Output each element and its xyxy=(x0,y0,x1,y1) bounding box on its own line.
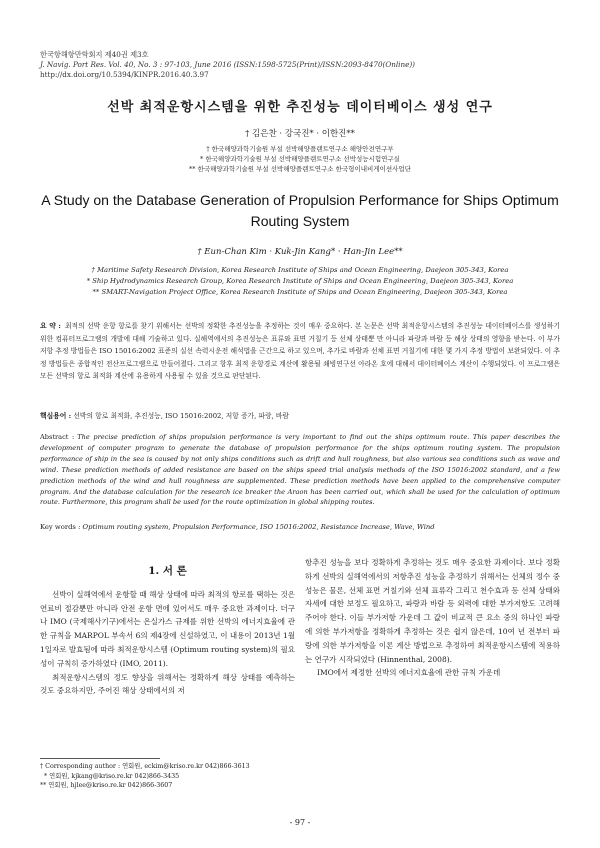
footnote-corresponding: † Corresponding author : 연회원, eckim@kriso.re.kr 042)866-3613 xyxy=(40,763,250,770)
body-paragraph: 항추진 성능을 보다 정확하게 추정하는 것도 매우 중요한 과제이다. 보다 정확하게 선박의 실해역에서의 저항추진 성능을 추정하기 위해서는 선체의 정수 중 성능은 물론, 선체 표면 거칠기와 선체 표류각 그리고 천수효과 등 선체 상태와 자세에 대한 보정도 필요하고, 파랑과 바람 등 외력에 대한 부가저항도 고려해 주어야 한다. 이들 부가저항 가운데 그 값이 비교적 큰 요소 중의 하나인 파랑에 의한 부가저항을 정확하게 추정하는 것은 쉽지 않은데, 10여 년 전부터 파랑에 의한 부가저항을 이론 계산 방법으로 추정하여 최적운항시스템에 적용하는 연구가 시작되었다 (Hinnenthal, 2008). xyxy=(305,558,560,664)
section-heading-introduction: 1. 서 론 xyxy=(148,565,187,577)
body-column-right xyxy=(305,556,560,680)
keywords-korean xyxy=(40,410,560,422)
footnote-divider xyxy=(40,758,160,759)
abstract-ko-text: 최적의 선박 운항 항로를 찾기 위해서는 선박의 정확한 추진성능을 추정하는 것이 매우 중요하다. 본 논문은 선박 최적운항시스템의 추진성능 데이터베이스를 생성하기 위한 컴퓨터프로그램의 개발에 대해 기술하고 있다. 실해역에서의 추진성능은 표류와 표면 거칠기 등 선체 상태뿐 만 아니라 파랑과 바람 등 해상 상태의 영향을 받는다. 이 부가저항 추정 방법들은 ISO 15016:2002 표준의 실선 속력시운전 해석법을 근간으로 하고 있으며, 추가로 바람과 선체 표면 거칠기에 대한 몇 가지 추정 방법이 보완되었다. 이 추정 방법들은 종합적인 전산프로그램으로 만들어졌다. 그리고 항후 최적 운항경로 계산에 활용될 쇄빙연구선 아라온 호에 대해서 데이터베이스 계산이 수행되었다. 이 프로그램은 모든 선박의 항로 최적화 계산에 유용하게 사용될 수 있을 것으로 판단된다. xyxy=(40,322,561,381)
keywords-ko-text: 선박의 항로 최적화, 추진성능, ISO 15016:2002, 저항 증가, 파랑, 바람 xyxy=(73,412,289,420)
journal-header xyxy=(40,50,580,80)
affiliation-en-3: ** SMART-Navigation Project Office, Korea Research Institute of Ships and Ocean Engineering, Daejeon 305-343, Korea xyxy=(92,288,508,296)
footnote-author-3: ** 연회원, hjlee@kriso.re.kr 042)866-3607 xyxy=(40,782,173,790)
affiliations-english xyxy=(0,265,600,298)
body-paragraph: IMO에서 제정한 선박의 에너지효율에 관한 규칙 가운데 xyxy=(317,668,501,678)
title-korean: 선박 최적운항시스템을 위한 추진성능 데이터베이스 생성 연구 xyxy=(107,100,493,115)
abstract-ko-label: 요 약 : xyxy=(40,322,61,330)
body-paragraph: 최적운항시스템의 정도 향상을 위해서는 정확하게 해상 상태를 예측하는 것도 중요하지만, 주어진 해상 상태에서의 저 xyxy=(40,672,295,696)
footnotes xyxy=(40,762,340,791)
page-number: - 97 - xyxy=(289,818,311,827)
body-paragraph: 선박이 실해역에서 운항할 때 해상 상태에 따라 최적의 항로를 택하는 것은 연료비 절감뿐만 아니라 안전 운항 면에 있어서도 매우 중요한 과제이다. 더구나 IMO (국제해사기구)에서는 온실가스 규제를 위한 선박의 에너지효율에 관한 규칙을 MARPOL 부속서 6의 제4장에 신설하였고, 이 내용이 2013년 1월 1일자로 발효됨에 따라 최적운항시스템 (Optimum routing system)의 필요성이 규칙히 증가하였다 (IMO, 2011). xyxy=(40,589,295,668)
keywords-en-text: Optimum routing system, Propulsion Performance, ISO 15016:2002, Resistance Increase, Wave, Wind xyxy=(82,523,435,531)
abstract-english xyxy=(40,432,560,508)
journal-citation: J. Navig. Port Res. Vol. 40, No. 3 : 97-103, June 2016 (ISSN:1598-5725(Print)/ISSN:2093-8470(Online)) xyxy=(40,60,415,69)
body-column-left xyxy=(40,565,295,698)
affiliation-ko-1: † 한국해양과학기술원 부설 선박해양플랜트연구소 해양안전연구부 xyxy=(206,145,394,153)
abstract-en-text: The precise prediction of ships propulsion performance is very important to find out the ships optimum route. This paper describes the development of computer program to generate the database of propulsion performance for the ships optimum routing system. The propulsion performance of ship in the sea is caused by not only ships conditions such as drift and hull roughness, but also various sea conditions such as wave and wind. These prediction methods of added resistance are based on the ships speed trial analysis methods of the ISO 15016:2002 standard, and a few prediction methods of the wind and hull roughness are supplemented. These prediction methods have been applied to the comprehensive computer program. And the database calculation for the research ice breaker the Araon has been carried out, which shall be used for the calculation of optimum route. Furthermore, this program shall be used for the route optimization in global shipping routes. xyxy=(40,433,560,507)
affiliation-ko-2: * 한국해양과학기술원 부설 선박해양플랜트연구소 선박성능시험연구실 xyxy=(200,155,400,163)
keywords-ko-label: 핵심용어 : xyxy=(40,412,72,420)
title-english: A Study on the Database Generation of Propulsion Performance for Ships Optimum Routing System xyxy=(41,192,559,229)
abstract-en-label: Abstract : xyxy=(40,433,75,441)
affiliations-korean xyxy=(0,144,600,174)
keywords-en-label: Key words : xyxy=(40,523,81,531)
journal-name-ko: 한국항해항만학회지 제40권 제3호 xyxy=(40,50,149,59)
authors-english: † Eun-Chan Kim · Kuk-Jin Kang* · Han-Jin Lee** xyxy=(197,247,403,257)
keywords-english xyxy=(40,522,560,533)
doi-link[interactable]: http://dx.doi.org/10.5394/KINPR.2016.40.3.97 xyxy=(40,70,209,79)
footnote-author-2: * 연회원, kjkang@kriso.re.kr 042)866-3435 xyxy=(44,772,180,780)
abstract-korean xyxy=(40,320,560,383)
authors-korean: † 김은찬 · 강국진* · 이한진** xyxy=(245,129,355,139)
affiliation-ko-3: ** 한국해양과학기술원 부설 선박해양플랜트연구소 한국형이내비게이션사업단 xyxy=(189,165,411,173)
affiliation-en-2: * Ship Hydrodynamics Research Group, Korea Research Institute of Ships and Ocean Engineering, Daejeon 305-343, Korea xyxy=(86,277,514,285)
affiliation-en-1: † Maritime Safety Research Division, Korea Research Institute of Ships and Ocean Engineering, Daejeon 305-343, Korea xyxy=(91,266,509,274)
